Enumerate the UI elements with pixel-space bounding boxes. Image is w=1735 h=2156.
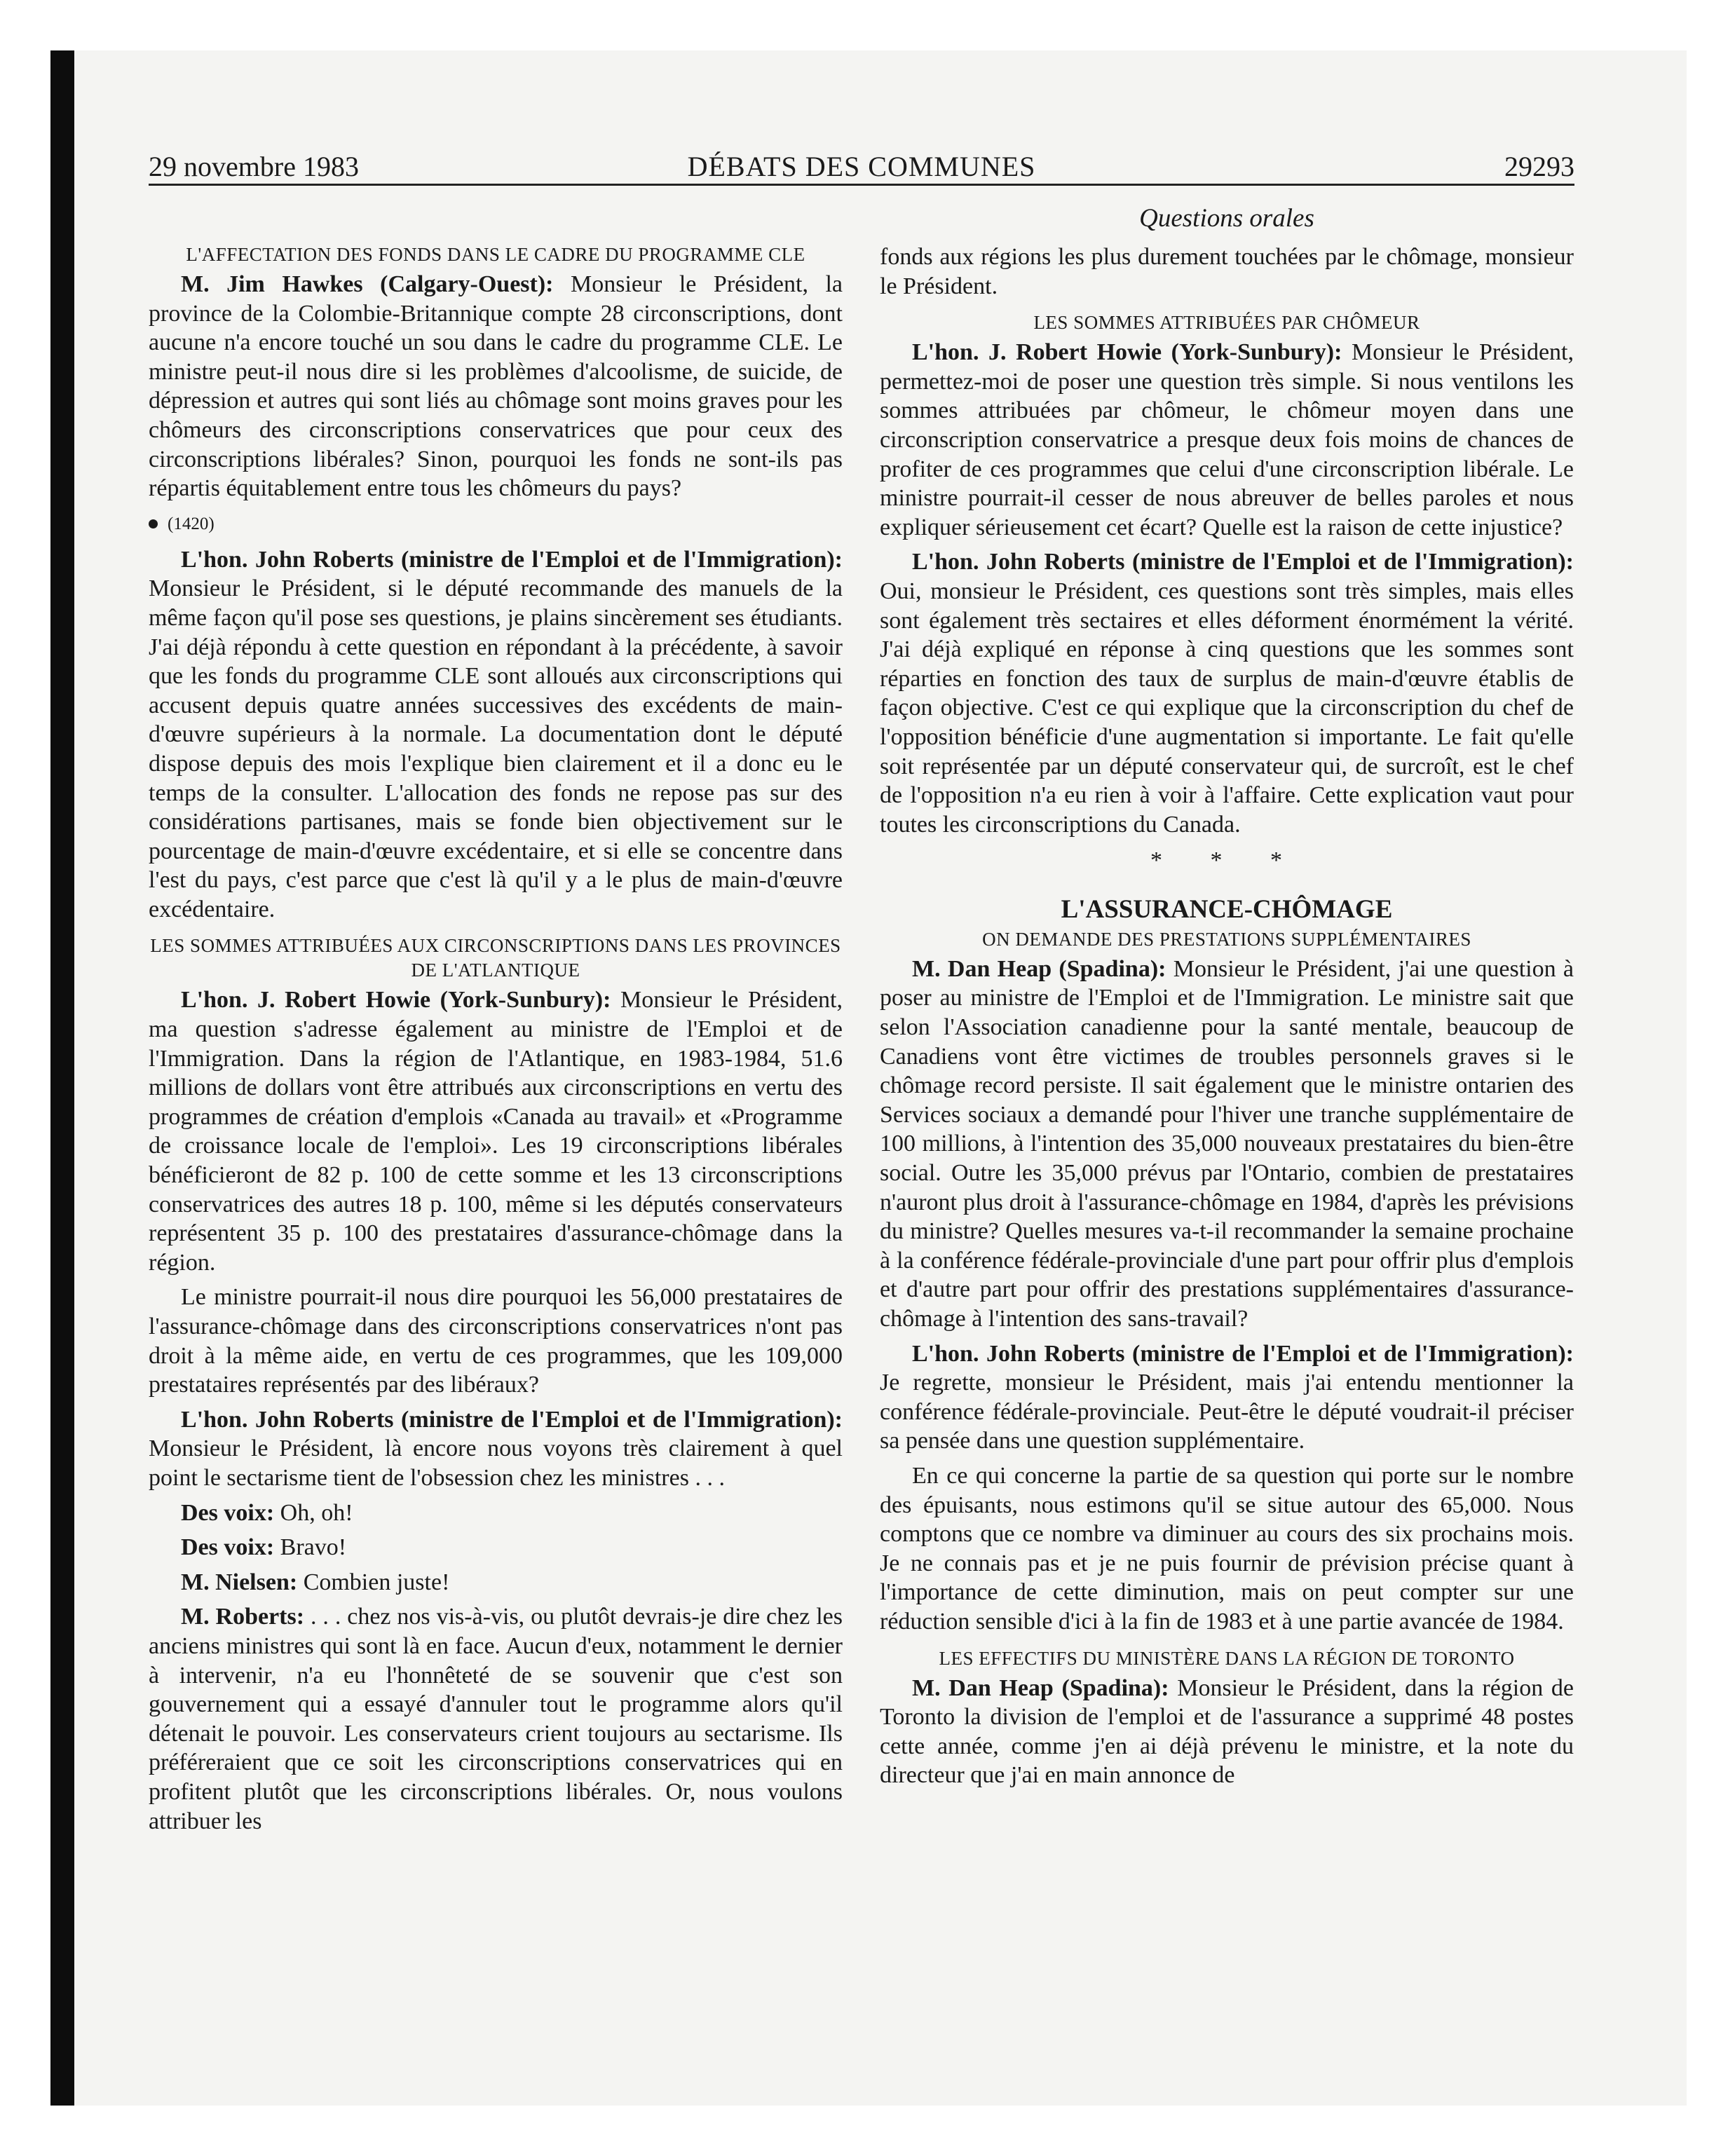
speech-text: Monsieur le Président, ma question s'adresse également au ministre de l'Emploi et de l'Immigration. Dans la région de l'Atlantique, en 1983-1984, 51.6 millions de dollars vont être attribués aux circonscriptions en vertu des programmes de création d'emplois «Canada au travail» et «Programme de croissance locale de l'emploi». Les 19 circonscriptions libérales bénéficieront de 82 p. 100 de cette somme et les 13 circonscriptions conservatrices des autres 18 p. 100, même si les députés conservateurs représentent 35 p. 100 des prestataires d'assurance-chômage dans la région. bbox=[149, 987, 843, 1276]
left-column bbox=[149, 243, 843, 1836]
speaker-name: L'hon. John Roberts (ministre de l'Emploi et de l'Immigration): bbox=[181, 1406, 843, 1433]
scan-border bbox=[50, 50, 74, 2106]
speaker-name: L'hon. John Roberts (ministre de l'Emploi et de l'Immigration): bbox=[912, 1340, 1574, 1367]
paragraph bbox=[149, 1568, 843, 1597]
section-heading: LES EFFECTIFS DU MINISTÈRE DANS LA RÉGION DE TORONTO bbox=[939, 1647, 1515, 1669]
paragraph: fonds aux régions les plus durement touchées par le chômage, monsieur le Président. bbox=[880, 244, 1574, 299]
speech-text: Monsieur le Président, là encore nous voyons très clairement à quel point le sectarisme tient de l'obsession chez les ministres . . . bbox=[149, 1435, 843, 1491]
speech-text: Monsieur le Président, j'ai une question à poser au ministre de l'Emploi et de l'Immigration. Le ministre sait que selon l'Association canadienne pour la santé mentale, beaucoup de Canadiens vont être victimes de troubles personnels graves si le chômage record persiste. Il sait également que le ministre ontarien des Services sociaux a demandé pour l'hiver une tranche supplémentaire de 100 millions, à l'intention des 35,000 nouveaux prestataires du bien-être social. Outre les 35,000 prévus par l'Ontario, combien de prestataires n'auront plus droit à l'assurance-chômage en 1984, d'après les prévisions du ministre? Quelles mesures va-t-il recommander la semaine prochaine à la conférence fédérale-provinciale d'une part pour offrir plus d'emplois et d'autre part pour offrir des prestations supplémentaires d'assurance-chômage à l'intention des sans-travail? bbox=[880, 955, 1574, 1332]
section-label: Questions orales bbox=[1139, 204, 1314, 233]
section-heading: LES SOMMES ATTRIBUÉES PAR CHÔMEUR bbox=[1033, 312, 1420, 334]
topic-heading: L'ASSURANCE-CHÔMAGE bbox=[1061, 894, 1393, 924]
speaker-name: L'hon. John Roberts (ministre de l'Emploi et de l'Immigration): bbox=[181, 546, 843, 573]
paragraph: En ce qui concerne la partie de sa question qui porte sur le nombre des épuisants, nous estimons qu'il se situe autour des 65,000. Nous comptons que ce nombre va diminuer au cours des six prochains mois. Je ne connais pas et je ne puis fournir de prévision précise quant à l'importance de cette diminution, mais on peut compter sur une réduction sensible d'ici à la fin de 1983 et à une partie avancée de 1984. bbox=[880, 1462, 1574, 1635]
speaker-name: M. Nielsen: bbox=[181, 1569, 298, 1595]
speech-text: Monsieur le Président, dans la région de Toronto la division de l'emploi et de l'assurance a supprimé 48 postes cette année, comme j'en ai déjà prévenu le ministre, et la note du directeur que j'ai en main annonce de bbox=[880, 1674, 1574, 1789]
paragraph bbox=[880, 955, 1574, 1334]
header-date: 29 novembre 1983 bbox=[149, 151, 359, 182]
speech-text: Monsieur le Président, si le député recommande des manuels de la même façon qu'il pose ses questions, je plains sincèrement ses étudiants. J'ai déjà répondu à cette question en répondant à la précédente, à savoir que les fonds du programme CLE sont alloués aux circonscriptions qui accusent depuis quatre années successives des excédents de main-d'œuvre supérieurs à la normale. La documentation dont le député dispose depuis des mois l'explique bien clairement et il a donc eu le temps de la consulter. L'allocation des fonds ne repose pas sur des considérations partisanes, mais se fonde bien objectivement sur le pourcentage de main-d'œuvre excédentaire, et si elle se concentre dans l'est du pays, c'est parce que c'est là qu'il y a le plus de main-d'œuvre excédentaire. bbox=[149, 575, 843, 922]
speech-text: Je regrette, monsieur le Président, mais j'ai entendu mentionner la conférence fédérale-provinciale. Peut-être le député voudrait-il préciser sa pensée dans une question supplémentaire. bbox=[880, 1370, 1574, 1454]
section-heading: LES SOMMES ATTRIBUÉES AUX CIRCONSCRIPTIONS DANS LES PROVINCES DE L'ATLANTIQUE bbox=[150, 935, 841, 981]
speech-text: Oh, oh! bbox=[274, 1499, 353, 1526]
speaker-name: M. Dan Heap (Spadina): bbox=[912, 955, 1166, 982]
paragraph bbox=[149, 985, 843, 1277]
section-heading: ON DEMANDE DES PRESTATIONS SUPPLÉMENTAIRES bbox=[982, 928, 1471, 950]
speaker-name: Des voix: bbox=[181, 1534, 275, 1561]
paragraph bbox=[880, 338, 1574, 542]
speech-text: Oui, monsieur le Président, ces questions sont très simples, mais elles sont également très sectaires et elles déforment énormément la vérité. J'ai déjà expliqué en réponse à cinq questions que les sommes sont réparties en fonction des taux de surplus de main-d'œuvre établis de façon objective. C'est ce qui explique que la circonscription du chef de l'opposition bénéficie d'une augmentation si importante. Le fait qu'elle soit représentée par un député conservateur qui, de surcroît, est le chef de l'opposition n'a eu rien à voir à l'affaire. Cette explication vaut pour toutes les circonscriptions du Canada. bbox=[880, 578, 1574, 838]
header-page-number: 29293 bbox=[1504, 151, 1574, 182]
paragraph bbox=[149, 545, 843, 925]
paragraph bbox=[149, 1533, 843, 1562]
paragraph bbox=[149, 1405, 843, 1493]
paragraph bbox=[149, 270, 843, 503]
header-rule bbox=[149, 184, 1574, 186]
paragraph bbox=[149, 1602, 843, 1836]
section-heading: L'AFFECTATION DES FONDS DANS LE CADRE DU PROGRAMME CLE bbox=[186, 244, 805, 265]
speaker-name: L'hon. J. Robert Howie (York-Sunbury): bbox=[912, 339, 1342, 366]
speaker-name: M. Jim Hawkes (Calgary-Ouest): bbox=[181, 271, 554, 297]
speech-text: Combien juste! bbox=[297, 1569, 450, 1595]
speaker-name: L'hon. J. Robert Howie (York-Sunbury): bbox=[181, 987, 611, 1014]
running-header bbox=[149, 150, 1574, 186]
speaker-name: Des voix: bbox=[181, 1499, 275, 1526]
right-column bbox=[880, 243, 1574, 1790]
section-separator: * * * bbox=[1150, 847, 1303, 874]
speaker-name: L'hon. John Roberts (ministre de l'Emploi et de l'Immigration): bbox=[912, 549, 1574, 575]
speech-text: Monsieur le Président, la province de la Colombie-Britannique compte 28 circonscriptions, dont aucune n'a encore touché un sou dans le cadre du programme CLE. Le ministre peut-il nous dire si les problèmes d'alcoolisme, de suicide, de dépression et autres qui sont liés au chômage sont moins graves pour les chômeurs des circonscriptions conservatrices que pour ceux des circonscriptions libérales? Sinon, pourquoi les fonds ne sont-ils pas répartis équitablement entre tous les chômeurs du pays? bbox=[149, 271, 843, 502]
header-title: DÉBATS DES COMMUNES bbox=[687, 151, 1036, 182]
paragraph bbox=[880, 1339, 1574, 1456]
speech-text: Bravo! bbox=[274, 1534, 347, 1561]
paragraph bbox=[880, 547, 1574, 839]
speaker-name: M. Dan Heap (Spadina): bbox=[912, 1674, 1169, 1701]
speech-text: . . . chez nos vis-à-vis, ou plutôt devrais-je dire chez les anciens ministres qui sont là en face. Aucun d'eux, notamment le dernier à intervenir, n'a eu l'honnêteté de se souvenir que c'est son gouvernement qui a essayé d'annuler tout le programme alors qu'il détenait le pouvoir. Les conservateurs crient toujours au sectarisme. Ils préféreraient que ce soit les circonscriptions conservatrices qui en profitent plutôt que les circonscriptions libérales. Or, nous voulons attribuer les bbox=[149, 1604, 843, 1834]
time-marker bbox=[149, 509, 843, 540]
paragraph: Le ministre pourrait-il nous dire pourquoi les 56,000 prestataires de l'assurance-chômage dans des circonscriptions conservatrices n'ont pas droit à la même aide, en vertu de ces programmes, que les 109,000 prestataires représentés par des libéraux? bbox=[149, 1284, 843, 1398]
time-stamp: (1420) bbox=[168, 514, 215, 533]
bullet-icon bbox=[149, 519, 158, 528]
paragraph bbox=[880, 1674, 1574, 1790]
paragraph bbox=[149, 1499, 843, 1528]
speaker-name: M. Roberts: bbox=[181, 1604, 305, 1630]
speech-text: Monsieur le Président, permettez-moi de poser une question très simple. Si nous ventilons les sommes attribuées par chômeur, le chômeur moyen dans une circonscription conservatrice a presque deux fois moins de chances de profiter de ces programmes que celui d'une circonscription libérale. Le ministre pourrait-il cesser de nous abreuver de belles paroles et nous expliquer sérieusement cet écart? Quelle est la raison de cette injustice? bbox=[880, 339, 1574, 540]
